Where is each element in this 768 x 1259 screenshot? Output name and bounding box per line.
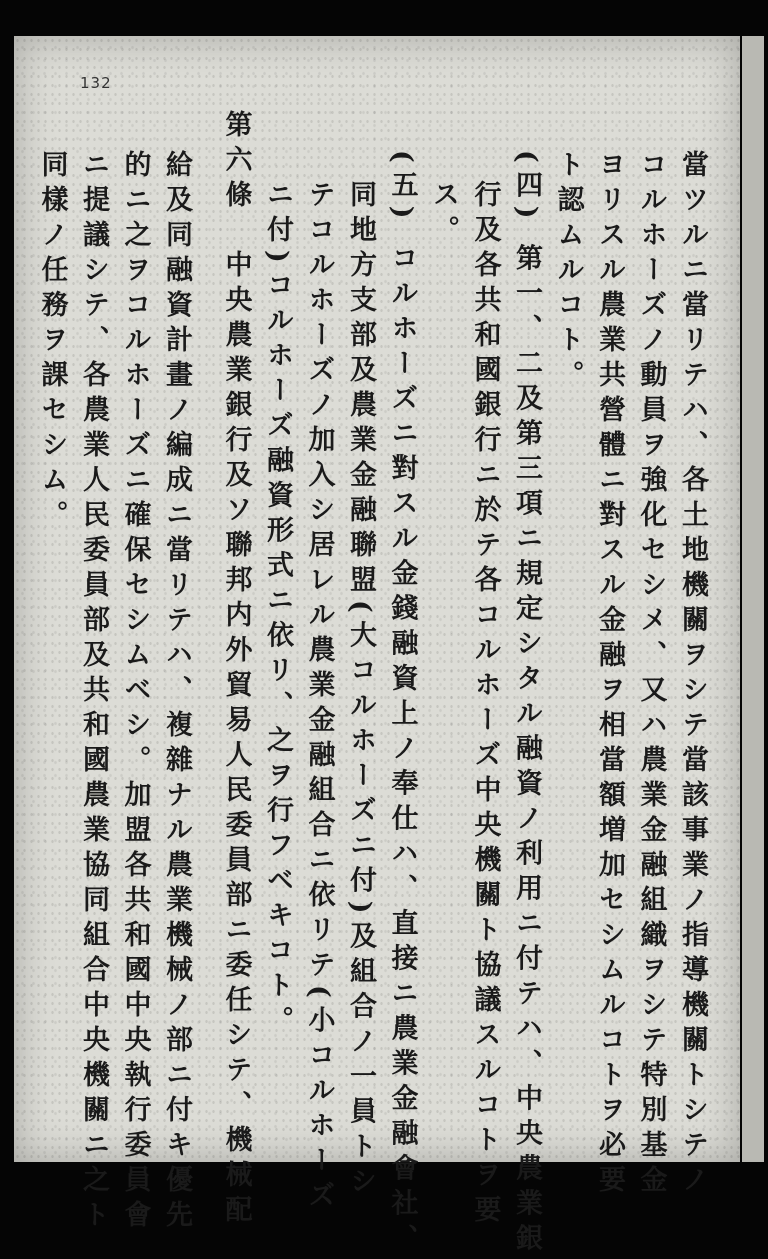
text-column: 給及同融資計畫ノ編成ニ當リテハ、複雜ナル農業機械ノ部ニ付キ優先 [161, 150, 192, 1235]
text-column: 同地方支部及農業金融聯盟(大コルホーズニ付)及組合ノ一員トシ [345, 179, 376, 1202]
text-column: ス。 [428, 179, 459, 250]
page-edge [742, 36, 764, 1162]
text-column: ヨリスル農業共營體ニ對スル金融ヲ相當額増加セシムルコトヲ必要 [594, 150, 625, 1200]
text-column: コルホーズノ動員ヲ強化セシメ、又ハ農業金融組織ヲシテ特別基金 [635, 150, 667, 1200]
text-column: 行及各共和國銀行ニ於テ各コルホーズ中央機關ト協議スルコトヲ要 [469, 179, 501, 1230]
text-column: 的ニ之ヲコルホーズニ確保セシムベシ。加盟各共和國中央執行委員會 [119, 150, 151, 1235]
text-column: ト認ムルコト。 [552, 150, 584, 395]
text-column: 同樣ノ任務ヲ課セシム。 [36, 150, 68, 535]
text-column: (四) 第一、二及第三項ニ規定シタル融資ノ利用ニ付テハ、中央農業銀 [511, 150, 542, 1259]
text-column: (五) コルホーズニ對スル金錢融資上ノ奉仕ハ、直接ニ農業金融會社、 [386, 150, 418, 1259]
article-heading-column: 第六條 中央農業銀行及ソ聯邦内外貿易人民委員部ニ委任シテ、機械配 [220, 110, 252, 1230]
text-column: ニ提議シテ、各農業人民委員部及共和國農業協同組合中央機關ニ之ト [78, 150, 109, 1235]
vertical-text-body [31, 110, 713, 1259]
text-column: テコルホーズノ加入シ居レル農業金融組合ニ依リテ(小コルホーズ [303, 179, 335, 1216]
page-number: 132 [80, 74, 112, 92]
text-column: ニ付)コルホーズ融資形式ニ依リ、之ヲ行フベキコト。 [262, 179, 293, 1041]
text-column: 當ツルニ當リテハ、各土地機關ヲシテ當該事業ノ指導機關トシテノ [677, 150, 708, 1200]
